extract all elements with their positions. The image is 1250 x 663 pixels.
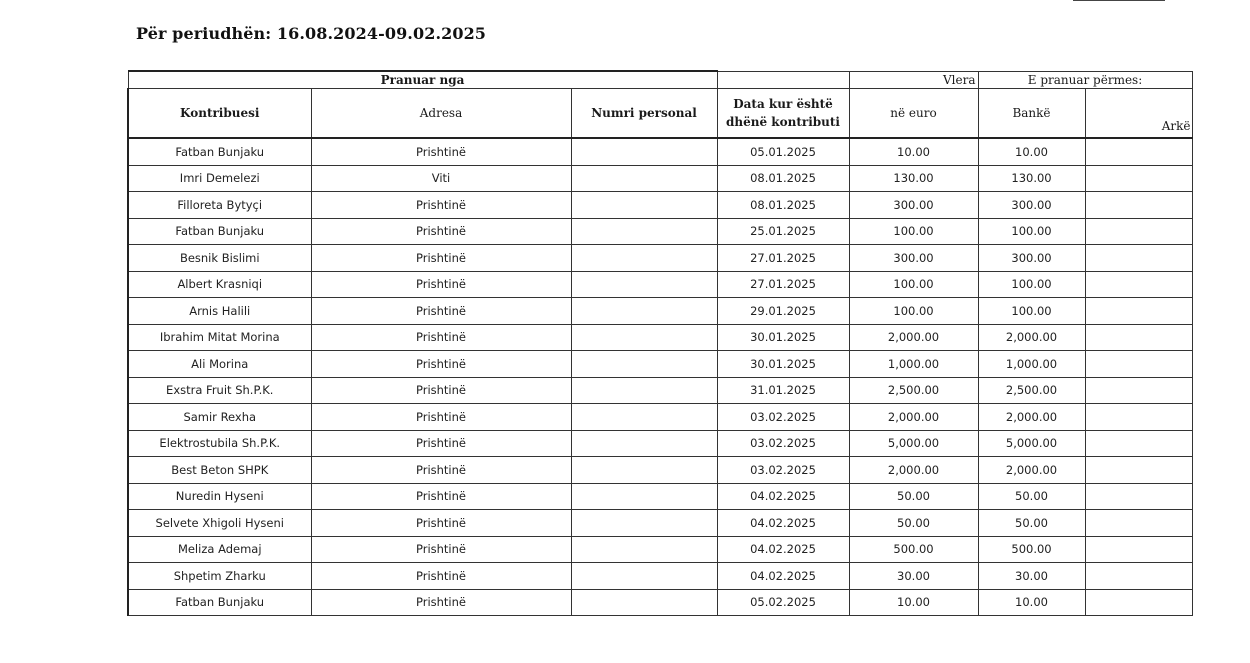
cell-arke	[1085, 271, 1192, 298]
cell-adresa: Prishtinë	[311, 245, 571, 272]
header-vlera: Vlera	[849, 71, 978, 89]
cell-arke	[1085, 536, 1192, 563]
cell-banke: 30.00	[978, 563, 1085, 590]
cell-numri	[571, 589, 717, 616]
cell-data: 05.02.2025	[717, 589, 849, 616]
contributions-table	[127, 70, 1193, 616]
header-row-group	[128, 71, 1192, 89]
cell-adresa: Prishtinë	[311, 324, 571, 351]
cell-adresa: Viti	[311, 165, 571, 192]
table-row	[128, 483, 1192, 510]
cell-data: 04.02.2025	[717, 563, 849, 590]
cell-numri	[571, 298, 717, 325]
cell-banke: 2,000.00	[978, 324, 1085, 351]
cell-euro: 10.00	[849, 138, 978, 165]
cell-arke	[1085, 563, 1192, 590]
cell-banke: 2,000.00	[978, 457, 1085, 484]
cell-adresa: Prishtinë	[311, 563, 571, 590]
cell-adresa: Prishtinë	[311, 430, 571, 457]
cell-arke	[1085, 457, 1192, 484]
cell-banke: 5,000.00	[978, 430, 1085, 457]
cell-euro: 30.00	[849, 563, 978, 590]
cell-banke: 300.00	[978, 245, 1085, 272]
cell-data: 04.02.2025	[717, 536, 849, 563]
cell-numri	[571, 563, 717, 590]
cell-numri	[571, 165, 717, 192]
cell-numri	[571, 271, 717, 298]
cell-kontribuesi: Ali Morina	[128, 351, 311, 378]
header-ne-euro: në euro	[849, 89, 978, 139]
cell-adresa: Prishtinë	[311, 218, 571, 245]
table-row	[128, 404, 1192, 431]
table-row	[128, 510, 1192, 537]
cell-adresa: Prishtinë	[311, 138, 571, 165]
cell-kontribuesi: Meliza Ademaj	[128, 536, 311, 563]
header-arke: Arkë	[1085, 89, 1192, 139]
cell-arke	[1085, 138, 1192, 165]
cell-euro: 1,000.00	[849, 351, 978, 378]
cell-euro: 10.00	[849, 589, 978, 616]
cell-banke: 10.00	[978, 138, 1085, 165]
cell-kontribuesi: Filloreta Bytyçi	[128, 192, 311, 219]
cell-data: 03.02.2025	[717, 404, 849, 431]
cell-banke: 50.00	[978, 483, 1085, 510]
cell-numri	[571, 218, 717, 245]
cell-data: 30.01.2025	[717, 324, 849, 351]
header-pranuar-permes: E pranuar përmes:	[978, 71, 1192, 89]
cell-banke: 130.00	[978, 165, 1085, 192]
table-row	[128, 589, 1192, 616]
cell-numri	[571, 377, 717, 404]
cell-kontribuesi: Exstra Fruit Sh.P.K.	[128, 377, 311, 404]
cell-banke: 300.00	[978, 192, 1085, 219]
cell-arke	[1085, 245, 1192, 272]
cell-kontribuesi: Nuredin Hyseni	[128, 483, 311, 510]
cell-data: 03.02.2025	[717, 457, 849, 484]
cell-arke	[1085, 324, 1192, 351]
table-row	[128, 138, 1192, 165]
cell-euro: 50.00	[849, 483, 978, 510]
cell-data: 05.01.2025	[717, 138, 849, 165]
table-row	[128, 324, 1192, 351]
cell-numri	[571, 138, 717, 165]
cell-euro: 300.00	[849, 245, 978, 272]
table-row	[128, 457, 1192, 484]
table-row	[128, 377, 1192, 404]
table-row	[128, 218, 1192, 245]
cell-numri	[571, 245, 717, 272]
cell-adresa: Prishtinë	[311, 483, 571, 510]
cell-data: 27.01.2025	[717, 271, 849, 298]
cell-adresa: Prishtinë	[311, 404, 571, 431]
cell-banke: 50.00	[978, 510, 1085, 537]
header-blank	[717, 71, 849, 89]
table-row	[128, 271, 1192, 298]
cell-data: 29.01.2025	[717, 298, 849, 325]
period-heading: Për periudhën: 16.08.2024-09.02.2025	[136, 24, 487, 43]
cell-banke: 100.00	[978, 218, 1085, 245]
cell-kontribuesi: Selvete Xhigoli Hyseni	[128, 510, 311, 537]
cell-arke	[1085, 589, 1192, 616]
cell-numri	[571, 192, 717, 219]
cell-adresa: Prishtinë	[311, 298, 571, 325]
table-row	[128, 351, 1192, 378]
table-row	[128, 192, 1192, 219]
header-kontribuesi: Kontribuesi	[128, 89, 311, 139]
table-row	[128, 245, 1192, 272]
table-row	[128, 298, 1192, 325]
cell-kontribuesi: Albert Krasniqi	[128, 271, 311, 298]
header-adresa: Adresa	[311, 89, 571, 139]
cell-adresa: Prishtinë	[311, 192, 571, 219]
cell-kontribuesi: Fatban Bunjaku	[128, 589, 311, 616]
header-pranuar-nga: Pranuar nga	[128, 71, 717, 89]
cell-data: 30.01.2025	[717, 351, 849, 378]
cell-euro: 500.00	[849, 536, 978, 563]
cell-kontribuesi: Besnik Bislimi	[128, 245, 311, 272]
cell-euro: 2,000.00	[849, 457, 978, 484]
header-data	[717, 89, 849, 139]
table-row	[128, 430, 1192, 457]
cell-kontribuesi: Fatban Bunjaku	[128, 218, 311, 245]
cell-arke	[1085, 430, 1192, 457]
cell-arke	[1085, 218, 1192, 245]
cell-numri	[571, 404, 717, 431]
cell-numri	[571, 430, 717, 457]
cell-arke	[1085, 483, 1192, 510]
cell-euro: 2,000.00	[849, 324, 978, 351]
cell-kontribuesi: Ibrahim Mitat Morina	[128, 324, 311, 351]
cell-banke: 100.00	[978, 298, 1085, 325]
cell-numri	[571, 457, 717, 484]
cell-banke: 1,000.00	[978, 351, 1085, 378]
cell-banke: 100.00	[978, 271, 1085, 298]
cell-numri	[571, 510, 717, 537]
cell-euro: 100.00	[849, 271, 978, 298]
cell-data: 04.02.2025	[717, 510, 849, 537]
cell-banke: 500.00	[978, 536, 1085, 563]
table-row	[128, 563, 1192, 590]
cell-euro: 2,500.00	[849, 377, 978, 404]
cell-kontribuesi: Samir Rexha	[128, 404, 311, 431]
cell-adresa: Prishtinë	[311, 510, 571, 537]
cell-kontribuesi: Shpetim Zharku	[128, 563, 311, 590]
cell-euro: 300.00	[849, 192, 978, 219]
cell-data: 27.01.2025	[717, 245, 849, 272]
cell-kontribuesi: Imri Demelezi	[128, 165, 311, 192]
cell-kontribuesi: Fatban Bunjaku	[128, 138, 311, 165]
cell-arke	[1085, 404, 1192, 431]
cell-arke	[1085, 192, 1192, 219]
cell-adresa: Prishtinë	[311, 351, 571, 378]
header-banke: Bankë	[978, 89, 1085, 139]
header-numri-personal: Numri personal	[571, 89, 717, 139]
cell-banke: 2,000.00	[978, 404, 1085, 431]
cell-data: 04.02.2025	[717, 483, 849, 510]
cell-arke	[1085, 351, 1192, 378]
cell-euro: 50.00	[849, 510, 978, 537]
cell-adresa: Prishtinë	[311, 457, 571, 484]
cell-data: 03.02.2025	[717, 430, 849, 457]
cell-kontribuesi: Best Beton SHPK	[128, 457, 311, 484]
table-row	[128, 536, 1192, 563]
header-data-line2: dhënë kontributi	[726, 115, 840, 129]
cell-data: 31.01.2025	[717, 377, 849, 404]
cell-euro: 5,000.00	[849, 430, 978, 457]
cell-kontribuesi: Arnis Halili	[128, 298, 311, 325]
cell-banke: 10.00	[978, 589, 1085, 616]
cell-euro: 100.00	[849, 298, 978, 325]
cell-arke	[1085, 377, 1192, 404]
top-rule	[1073, 0, 1165, 1]
cell-arke	[1085, 298, 1192, 325]
cell-data: 25.01.2025	[717, 218, 849, 245]
cell-data: 08.01.2025	[717, 165, 849, 192]
cell-euro: 130.00	[849, 165, 978, 192]
cell-arke	[1085, 165, 1192, 192]
cell-data: 08.01.2025	[717, 192, 849, 219]
table-row	[128, 165, 1192, 192]
cell-adresa: Prishtinë	[311, 536, 571, 563]
cell-euro: 100.00	[849, 218, 978, 245]
cell-adresa: Prishtinë	[311, 271, 571, 298]
cell-adresa: Prishtinë	[311, 589, 571, 616]
cell-numri	[571, 536, 717, 563]
cell-euro: 2,000.00	[849, 404, 978, 431]
header-data-line1: Data kur është	[733, 97, 833, 111]
cell-arke	[1085, 510, 1192, 537]
cell-numri	[571, 483, 717, 510]
cell-numri	[571, 351, 717, 378]
cell-kontribuesi: Elektrostubila Sh.P.K.	[128, 430, 311, 457]
cell-banke: 2,500.00	[978, 377, 1085, 404]
header-row-columns	[128, 89, 1192, 139]
cell-adresa: Prishtinë	[311, 377, 571, 404]
cell-numri	[571, 324, 717, 351]
